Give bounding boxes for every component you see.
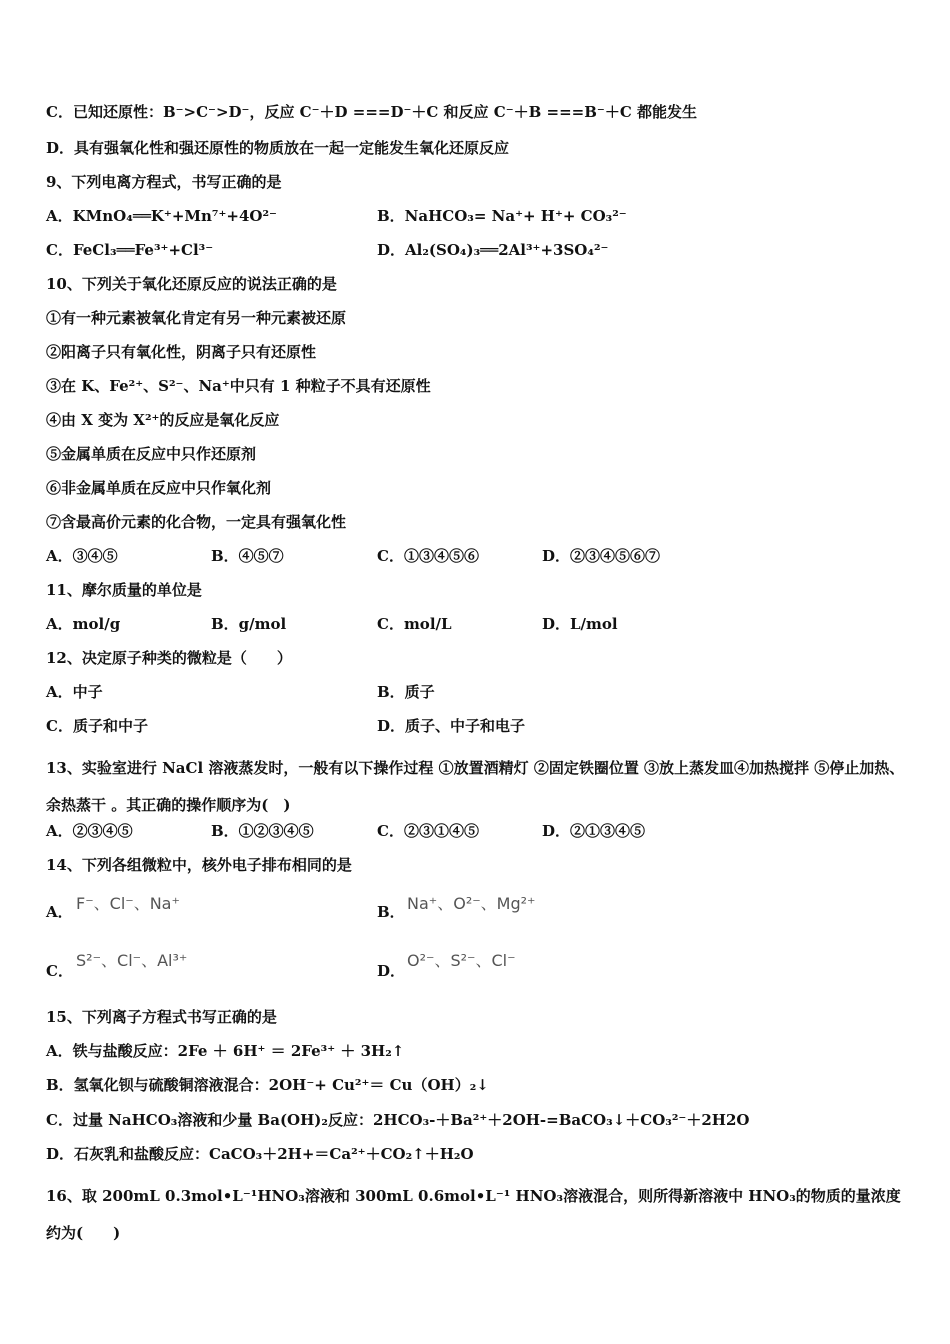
option-d-redox: D．具有强氧化性和强还原性的物质放在一起一定能发生氧化还原反应 bbox=[46, 139, 510, 157]
question-10: 10、下列关于氧化还原反应的说法正确的是 bbox=[46, 275, 337, 293]
question-11: 11、摩尔质量的单位是 bbox=[46, 581, 202, 599]
question-9: 9、下列电离方程式，书写正确的是 bbox=[46, 173, 282, 191]
q12-option-b: B．质子 bbox=[377, 683, 435, 701]
question-15: 15、下列离子方程式书写正确的是 bbox=[46, 1008, 277, 1026]
q12-option-d: D．质子、中子和电子 bbox=[377, 717, 526, 735]
q11-option-c: C．mol/L bbox=[377, 615, 452, 633]
q10-statement-1: ①有一种元素被氧化肯定有另一种元素被还原 bbox=[46, 309, 347, 327]
q13-option-b: B．①②③④⑤ bbox=[211, 822, 314, 840]
q9-option-a: A．KMnO₄══K⁺+Mn⁷⁺+4O²⁻ bbox=[46, 207, 277, 225]
q14-option-d-ions: O²⁻、S²⁻、Cl⁻ bbox=[407, 951, 516, 970]
q10-option-b: B．④⑤⑦ bbox=[211, 547, 284, 565]
q13-option-a: A．②③④⑤ bbox=[46, 822, 133, 840]
q15-option-c: C．过量 NaHCO₃溶液和少量 Ba(OH)₂反应：2HCO₃-＋Ba²⁺＋2OH-=BaCO₃↓＋CO₃²⁻＋2H2O bbox=[46, 1111, 750, 1129]
q10-statement-7: ⑦含最高价元素的化合物，一定具有强氧化性 bbox=[46, 513, 347, 531]
q10-statement-6: ⑥非金属单质在反应中只作氧化剂 bbox=[46, 479, 272, 497]
option-c-reducibility: C．已知还原性：B⁻>C⁻>D⁻，反应 C⁻＋D ===D⁻＋C 和反应 C⁻＋B ===B⁻＋C 都能发生 bbox=[46, 103, 697, 121]
question-16: 16、取 200mL 0.3mol•L⁻¹HNO₃溶液和 300mL 0.6mol•L⁻¹ HNO₃溶液混合，则所得新溶液中 HNO₃的物质的量浓度约为( ) bbox=[46, 1187, 901, 1242]
q14-option-b-ions: Na⁺、O²⁻、Mg²⁺ bbox=[407, 894, 536, 913]
q10-statement-3: ③在 K、Fe²⁺、S²⁻、Na⁺中只有 1 种粒子不具有还原性 bbox=[46, 377, 431, 395]
q14-option-a-label: A． bbox=[46, 903, 73, 921]
q10-statement-4: ④由 X 变为 X²⁺的反应是氧化反应 bbox=[46, 411, 280, 429]
question-12: 12、决定原子种类的微粒是（ ） bbox=[46, 649, 292, 667]
q13-option-d: D．②①③④⑤ bbox=[542, 822, 646, 840]
q10-statement-5: ⑤金属单质在反应中只作还原剂 bbox=[46, 445, 257, 463]
q9-option-c: C．FeCl₃══Fe³⁺+Cl³⁻ bbox=[46, 241, 214, 259]
q10-option-a: A．③④⑤ bbox=[46, 547, 118, 565]
q14-option-a-ions: F⁻、Cl⁻、Na⁺ bbox=[76, 894, 180, 913]
q14-option-c-ions: S²⁻、Cl⁻、Al³⁺ bbox=[76, 951, 188, 970]
q9-option-b: B．NaHCO₃= Na⁺+ H⁺+ CO₃²⁻ bbox=[377, 207, 627, 225]
q11-option-a: A．mol/g bbox=[46, 615, 121, 633]
q10-statement-2: ②阳离子只有氧化性，阴离子只有还原性 bbox=[46, 343, 317, 361]
q12-option-c: C．质子和中子 bbox=[46, 717, 148, 735]
q10-option-d: D．②③④⑤⑥⑦ bbox=[542, 547, 661, 565]
q12-option-a: A．中子 bbox=[46, 683, 103, 701]
q10-option-c: C．①③④⑤⑥ bbox=[377, 547, 479, 565]
q14-option-d-label: D． bbox=[377, 962, 406, 980]
q13-option-c: C．②③①④⑤ bbox=[377, 822, 479, 840]
q15-option-d: D．石灰乳和盐酸反应：CaCO₃＋2H+＝Ca²⁺＋CO₂↑＋H₂O bbox=[46, 1145, 474, 1163]
q9-option-d: D．Al₂(SO₄)₃══2Al³⁺+3SO₄²⁻ bbox=[377, 241, 609, 259]
question-13: 13、实验室进行 NaCl 溶液蒸发时，一般有以下操作过程 ①放置酒精灯 ②固定铁圈位置 ③放上蒸发皿④加热搅拌 ⑤停止加热、余热蒸干 。其正确的操作顺序为( ) bbox=[46, 759, 905, 814]
q11-option-b: B．g/mol bbox=[211, 615, 287, 633]
q15-option-a: A．铁与盐酸反应：2Fe ＋ 6H⁺ ＝ 2Fe³⁺ ＋ 3H₂↑ bbox=[46, 1042, 405, 1060]
q11-option-d: D．L/mol bbox=[542, 615, 618, 633]
q15-option-b: B．氢氧化钡与硫酸铜溶液混合：2OH⁻+ Cu²⁺＝ Cu（OH）₂↓ bbox=[46, 1076, 489, 1094]
q14-option-b-label: B． bbox=[377, 903, 405, 921]
q14-option-c-label: C． bbox=[46, 962, 73, 980]
question-14: 14、下列各组微粒中，核外电子排布相同的是 bbox=[46, 856, 352, 874]
